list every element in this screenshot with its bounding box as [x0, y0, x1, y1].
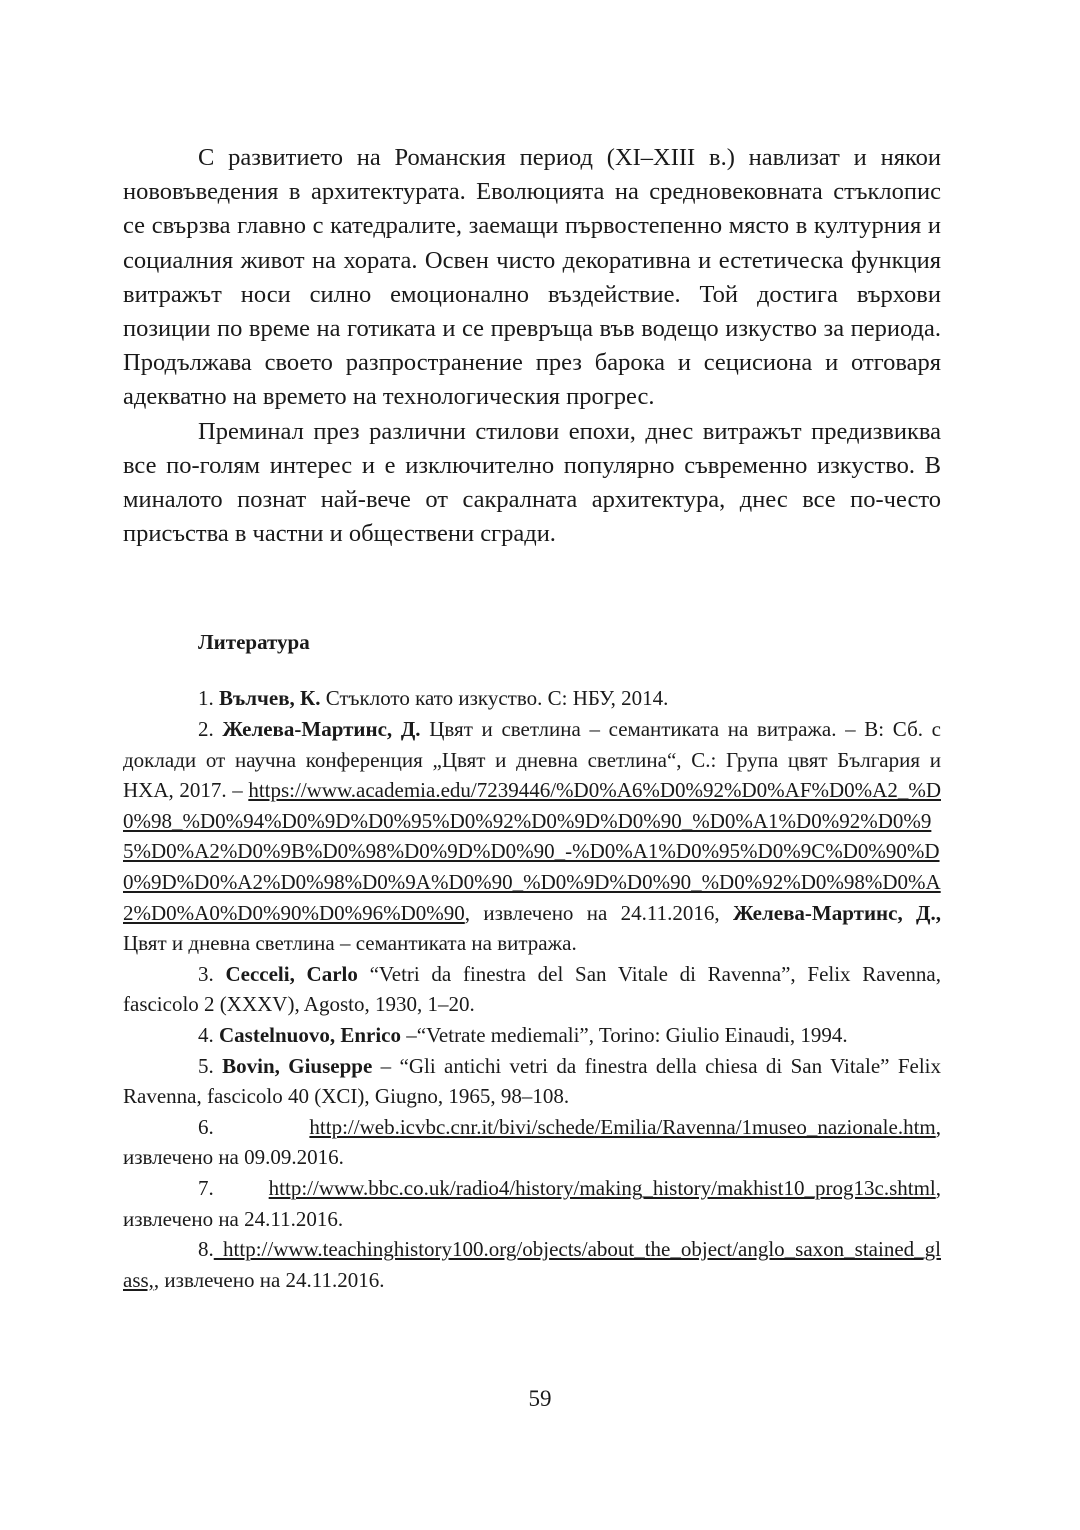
ref-text-after: , извлечено на 24.11.2016. — [123, 1175, 941, 1231]
ref-number: 8. — [198, 1237, 214, 1262]
ref-author-repeat: Желева-Мартинс, Д., — [732, 900, 941, 925]
ref-author: Bovin, Giuseppe — [222, 1053, 373, 1078]
ref-text-after: , извлечено на 24.11.2016. — [153, 1267, 385, 1292]
ref-text-repeat: Цвят и дневна светлина – семантиката на витража. — [123, 931, 577, 956]
ref-author: Желева-Мартинс, Д. — [222, 717, 421, 742]
ref-number: 2. — [198, 717, 214, 742]
reference-item — [123, 714, 941, 959]
ref-author: Вълчев, К. — [219, 686, 321, 711]
ref-text: “Vetri da finestra del San Vitale di Ravenna”, Felix Ravenna, fascicolo 2 (XXXV), Agosto, 1930, 1–20. — [123, 961, 941, 1017]
literature-heading: Литература — [198, 630, 310, 655]
ref-text: – “Gli antichi vetri da finestra della chiesa di San Vitale” Felix Ravenna, fascicolo 40 (XCI), Giugno, 1965, 98–108. — [123, 1053, 941, 1109]
reference-item — [123, 1234, 941, 1295]
body-paragraph-2: Преминал през различни стилови епохи, днес витражът предизвиква все по-голям интерес и е изключително популярно съвременно изкуство. В миналото познат най-вече от сакралната архитектура, днес все по-често присъства в частни и обществени сгради. — [123, 417, 941, 548]
ref-author: Castelnuovo, Enrico — [219, 1022, 402, 1047]
ref-number: 1. — [198, 686, 214, 711]
references-list — [123, 683, 941, 1295]
ref-link[interactable]: http://web.icvbc.cnr.it/bivi/schede/Emilia/Ravenna/1museo_nazionale.htm — [309, 1114, 936, 1139]
ref-text: –“Vetrate mediemali”, Torino: Giulio Einaudi, 1994. — [401, 1022, 848, 1047]
reference-item — [123, 959, 941, 1020]
body-paragraph-1: С развитието на Романския период (XI–XIII в.) навлизат и някои нововъведения в архитектурата. Еволюцията на средновековната стъклопис се свързва главно с катедралите, заемащи първостепенно място в културния и социалния живот на хората. Освен чисто декоративна и естетическа функция витражът носи силно емоционално въздействие. Той достига върхови позиции по време на готиката и се превръща във водещо изкуство за периода. Продължава своето разпространение през барока и сецисиона и отговаря адекватно на времето на технологическия прогрес. — [123, 144, 941, 411]
ref-text-after: , извлечено на 24.11.2016, — [464, 900, 733, 925]
ref-link[interactable]: http://www.teachinghistory100.org/objects/about_the_object/anglo_saxon_stained_glass, — [123, 1237, 941, 1292]
reference-item — [123, 1112, 941, 1173]
ref-number: 3. — [198, 961, 214, 986]
ref-link[interactable]: http://www.bbc.co.uk/radio4/history/making_history/makhist10_prog13c.shtml — [268, 1175, 936, 1200]
ref-number: 6. — [198, 1114, 214, 1139]
ref-number: 4. — [198, 1022, 214, 1047]
reference-item — [123, 683, 941, 714]
ref-link[interactable]: https://www.academia.edu/7239446/%D0%A6%D0%92%D0%AF%D0%A2_%D0%98_%D0%94%D0%9D%D0%95%D0%92%D0%9D%D0%90_%D0%A1%D0%92%D0%95%D0%A2%D0%9B%D0%98%D0%9D%D0%90_-%D0%A1%D0%95%D0%9C%D0%90%D0%9D%D0%A2%D0%98%D0%9A%D0%90_%D0%9D%D0%90_%D0%92%D0%98%D0%A2%D0%A0%D0%90%D0%96%D0%90 — [123, 778, 941, 925]
ref-number: 5. — [198, 1053, 214, 1078]
ref-text-after: , извлечено на 09.09.2016. — [123, 1114, 941, 1170]
ref-text: Стъклото като изкуство. С: НБУ, 2014. — [320, 686, 669, 711]
ref-text: Цвят и светлина – семантиката на витража. – В: Сб. с доклади от научна конференция „Цвят и дневна светлина“, С.: Група цвят България и НХА, 2017. – — [123, 717, 941, 803]
reference-item — [123, 1173, 941, 1234]
page-content — [123, 141, 941, 1295]
reference-item — [123, 1020, 941, 1051]
ref-number: 7. — [198, 1175, 214, 1200]
page-number: 59 — [528, 1386, 552, 1411]
ref-author: Cecceli, Carlo — [225, 961, 358, 986]
reference-item — [123, 1051, 941, 1112]
